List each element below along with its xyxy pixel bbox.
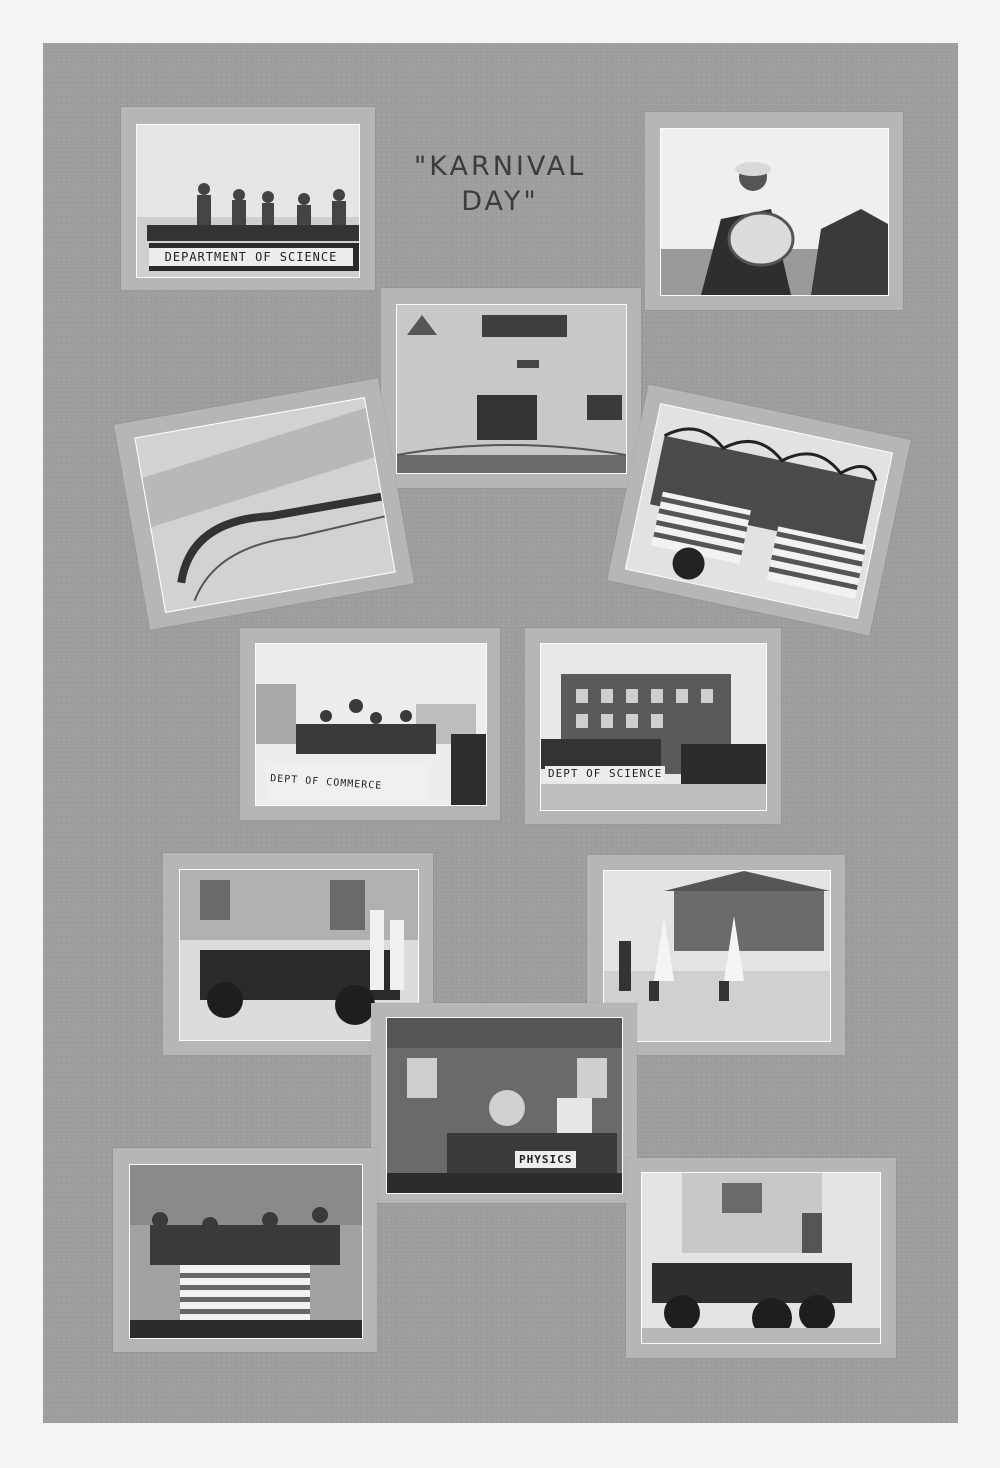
float-sign: PHYSICS <box>515 1151 576 1168</box>
photo-department-of-science-float <box>136 124 360 278</box>
photo-rider-with-drum <box>660 128 889 296</box>
photo-commerce-float <box>255 643 487 806</box>
float-sign: DEPT OF COMMERCE <box>269 773 383 792</box>
float-sign: DEPT OF SCIENCE <box>545 766 665 781</box>
float-sign: DEPARTMENT OF SCIENCE <box>149 248 353 266</box>
page-title <box>380 150 620 219</box>
photo-costumed-marchers <box>603 870 831 1042</box>
photo-science-float-street <box>540 643 767 811</box>
title-line-1: "KARNIVAL <box>413 151 587 182</box>
title-line-2: DAY" <box>461 185 539 217</box>
photo-field-booths <box>396 304 627 474</box>
photo-physics-float <box>386 1017 623 1194</box>
photo-flag-float-building <box>129 1164 363 1339</box>
photo-open-car-street <box>641 1172 881 1344</box>
